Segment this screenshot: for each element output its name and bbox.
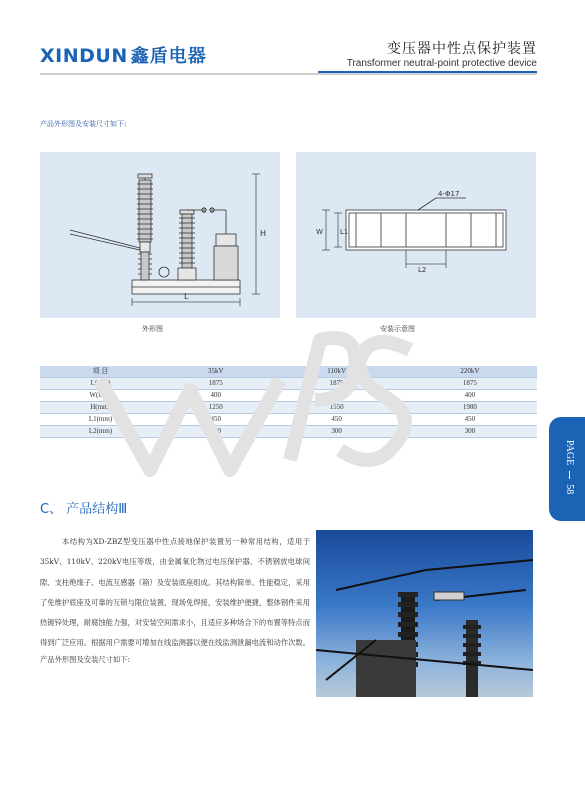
table-header: 35kV [161,366,271,378]
table-cell: 1875 [271,378,403,390]
table-header: 项 目 [40,366,161,378]
page-title: 变压器中性点保护装置 [387,41,537,57]
table-cell: 450 [271,414,403,426]
product-photo [316,530,533,697]
table-cell: 450 [161,414,271,426]
install-drawing [296,152,536,318]
header-divider [40,73,537,75]
table-cell: 300 [271,426,403,438]
brand-name: XINDUN [40,45,128,67]
table-cell: 1550 [271,402,403,414]
outline-caption: 外形图 [142,325,163,333]
outline-drawing [40,152,280,318]
table-cell: 1875 [161,378,271,390]
table-cell: 450 [403,414,537,426]
dim-hole-label: 4-Φ17 [438,190,460,198]
table-cell: 300 [161,426,271,438]
brand-name-cn: 鑫盾电器 [130,46,207,67]
table-cell: 400 [403,390,537,402]
page-tab-divider [569,471,570,479]
install-caption: 安装示意图 [380,325,415,333]
section-title: C、 产品结构Ⅲ [40,502,128,517]
section-footer-label: 产品外形图及安装尺寸如下: [40,655,131,664]
watermark-logo [90,320,420,490]
dim-h-label: H [260,229,267,238]
table-cell: L1(mm) [40,414,161,426]
arrester-stack [137,180,153,242]
table-cell: L2(mm) [40,426,161,438]
header-accent-line [318,71,537,73]
outline-figure-panel [40,152,280,318]
page-label: PAGE [564,440,575,466]
dim-l2-label: L2 [418,266,427,274]
install-figure-panel [296,152,536,318]
brand-logo [40,42,207,68]
page-tab-label [555,440,575,494]
dim-w-label: W [316,228,323,236]
intro-label: 产品外形图及安装尺寸如下: [40,120,127,128]
page-number: 58 [564,484,575,495]
substation-image [316,530,533,697]
page-subtitle: Transformer neutral-point protective device [346,58,537,69]
table-cell: 1875 [403,378,537,390]
table-cell: 400 [271,390,403,402]
dim-l-label: L [184,292,189,301]
table-header: 220kV [403,366,537,378]
table-header: 110kV [271,366,403,378]
table-cell: 300 [403,426,537,438]
table-cell: W(mm) [40,390,161,402]
table-cell: L(mm) [40,378,161,390]
dim-l1-label: L1 [340,228,349,236]
section-body: 本结构为XD-ZBZ型变压器中性点接地保护装置另一种常用结构，适用于35kV、110kV、220kV电压等级，由金属氧化物过电压保护器、不锈钢放电球间隙、支柱绝缘子、电流互感器（箱）及安装底座组成。其结构简单、性能稳定，采用了免维护底座及可靠的互锁与限位装置，现场免焊接，安装维护便捷，整体钢件采用热镀锌处理，耐腐蚀能力强，对安装空间需求小，且适应多种场合下的布置等特点而得到广泛应用。根据用户需要可增加在线监测器以便在线监测泄漏电流和动作次数。 [40,537,310,648]
table-cell: 400 [161,390,271,402]
table-cell: 1250 [161,402,271,414]
table-cell: 1980 [403,402,537,414]
table-cell: H(mm) [40,402,161,414]
